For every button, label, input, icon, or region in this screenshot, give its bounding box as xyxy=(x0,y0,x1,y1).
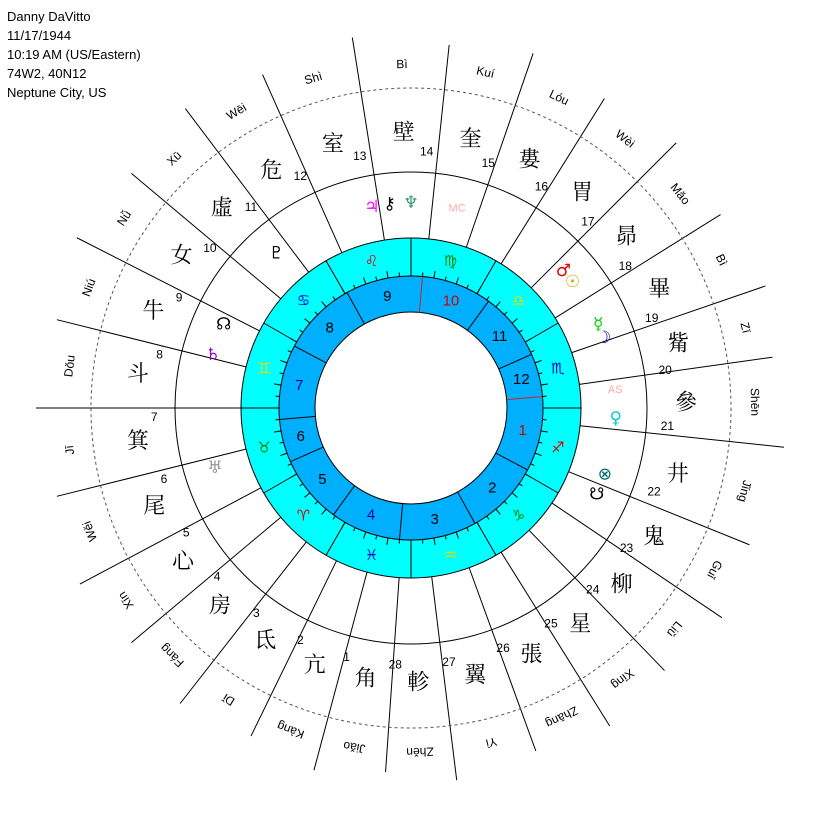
zodiac-sign-glyph: ♋ xyxy=(296,291,311,310)
house-number-label: 4 xyxy=(366,506,376,524)
mansion-divider-line xyxy=(131,517,280,642)
mansion-hanzi-label: 昴 xyxy=(615,224,638,250)
zodiac-sign-glyph: ♎ xyxy=(511,291,526,310)
mansion-number-label: 19 xyxy=(645,310,659,325)
mansion-number-label: 22 xyxy=(647,484,661,499)
planet-glyph-marker: ♀ xyxy=(609,408,622,429)
planet-glyph-marker: ♄ xyxy=(205,344,221,365)
mansion-number-label: 6 xyxy=(160,471,168,486)
mansion-hanzi-label: 翼 xyxy=(464,662,487,688)
mansion-number-label: 21 xyxy=(660,418,675,433)
mansion-pinyin-label: Niú xyxy=(79,276,99,299)
mansion-pinyin-label: Xū xyxy=(164,148,185,169)
mansion-number-label: 11 xyxy=(244,199,258,214)
planet-glyph-marker: ☉ xyxy=(564,271,581,292)
mansion-pinyin-label: Jī xyxy=(62,444,78,456)
birth-date: 11/17/1944 xyxy=(7,28,72,43)
planet-glyph-marker: ☊ xyxy=(216,314,232,335)
planet-glyph-marker: ♅ xyxy=(207,457,223,478)
mansion-pinyin-label: Wěi xyxy=(79,519,101,544)
mansion-hanzi-label: 虛 xyxy=(210,196,233,222)
zodiac-sign-glyph: ♌ xyxy=(364,252,379,271)
mansion-pinyin-label: Zhěn xyxy=(406,744,434,760)
mansion-number-label: 14 xyxy=(420,144,434,159)
mansion-number-label: 4 xyxy=(213,569,221,584)
mansion-number-label: 28 xyxy=(388,657,402,672)
mansion-pinyin-label: Lóu xyxy=(547,86,572,109)
mansion-hanzi-label: 鬼 xyxy=(642,524,665,550)
person-name: Danny DaVitto xyxy=(7,9,91,24)
mansion-pinyin-label: Bì xyxy=(396,56,408,72)
zodiac-sign-glyph: ♏ xyxy=(551,359,565,378)
planet-glyph-marker: ☽ xyxy=(596,327,612,348)
mansion-pinyin-label: Mǎo xyxy=(667,180,693,208)
mansion-pinyin-label: Zhāng xyxy=(543,703,581,731)
mansion-hanzi-label: 參 xyxy=(674,390,697,416)
mansion-hanzi-label: 室 xyxy=(321,131,344,157)
birth-coordinates: 74W2, 40N12 xyxy=(7,66,87,81)
house-number-label: 8 xyxy=(325,319,334,337)
mansion-hanzi-label: 斗 xyxy=(127,361,150,387)
mansion-number-label: 20 xyxy=(658,363,672,378)
mansion-hanzi-label: 星 xyxy=(569,612,592,638)
mansion-divider-line xyxy=(386,578,400,773)
planet-glyph-marker: ♆ xyxy=(403,193,419,213)
mansion-pinyin-label: Dǒu xyxy=(61,354,78,378)
mansion-pinyin-label: Wēi xyxy=(223,100,249,123)
mansion-hanzi-label: 觜 xyxy=(667,331,690,357)
zodiac-sign-glyph: ♓ xyxy=(364,545,379,564)
house-number-label: 12 xyxy=(513,370,530,388)
mansion-pinyin-label: Dǐ xyxy=(220,690,238,709)
mansion-divider-line xyxy=(531,143,676,288)
birth-place: Neptune City, US xyxy=(7,85,107,100)
mansion-divider-line xyxy=(180,542,306,704)
mansion-pinyin-label: Liǔ xyxy=(664,618,686,640)
mansion-hanzi-label: 奎 xyxy=(459,127,482,153)
mansion-number-label: 9 xyxy=(175,290,183,305)
mansion-pinyin-label: Fáng xyxy=(157,640,187,670)
mansion-divider-line xyxy=(80,488,261,584)
mansion-pinyin-label: Shēn xyxy=(747,387,763,417)
planet-glyph-marker: ♃ xyxy=(364,196,380,217)
mansion-number-label: 10 xyxy=(203,241,217,256)
mansion-pinyin-label: Guǐ xyxy=(704,557,726,582)
planet-glyph-marker: ⊗ xyxy=(597,464,612,485)
mansion-divider-line xyxy=(555,215,720,318)
zodiac-sign-glyph: ♉ xyxy=(257,438,271,457)
mansion-pinyin-label: Yì xyxy=(484,734,499,751)
house-number-label: 6 xyxy=(296,428,305,446)
mansion-pinyin-label: Jǐng xyxy=(735,478,755,504)
mansion-pinyin-label: Xīng xyxy=(608,665,637,693)
mansion-hanzi-label: 柳 xyxy=(610,572,633,598)
mansion-number-label: 25 xyxy=(544,616,558,631)
planet-glyph-marker: ☿ xyxy=(593,314,604,335)
mansion-number-label: 24 xyxy=(586,582,600,597)
mansion-hanzi-label: 井 xyxy=(666,462,689,488)
mansion-hanzi-label: 壁 xyxy=(392,120,415,146)
planet-glyph-marker: ♇ xyxy=(268,243,285,264)
mansion-pinyin-label: Nǚ xyxy=(114,207,135,229)
house-number-label: 7 xyxy=(295,376,304,394)
mansion-pinyin-label: Kàng xyxy=(274,718,307,742)
mansion-hanzi-label: 婁 xyxy=(518,147,541,173)
mansion-number-label: 13 xyxy=(353,149,367,164)
mansion-number-label: 15 xyxy=(481,155,495,170)
mansion-hanzi-label: 尾 xyxy=(143,494,166,520)
mansion-number-label: 3 xyxy=(252,606,260,621)
house-number-label: 5 xyxy=(318,471,327,489)
mansion-pinyin-label: Jiǎo xyxy=(342,738,367,757)
mansion-pinyin-label: Shì xyxy=(302,68,324,88)
mansion-hanzi-label: 角 xyxy=(354,666,377,692)
mansion-hanzi-label: 張 xyxy=(520,642,543,668)
house-number-label: 10 xyxy=(442,292,460,310)
mansion-number-label: 12 xyxy=(293,169,308,184)
mansion-number-label: 8 xyxy=(156,347,163,362)
mansion-divider-line xyxy=(580,426,784,447)
house-number-label: 3 xyxy=(430,511,439,529)
mansion-pinyin-label: Zī xyxy=(737,320,754,335)
mansion-number-label: 26 xyxy=(496,640,510,655)
mansion-number-label: 27 xyxy=(442,655,456,670)
mansion-hanzi-label: 房 xyxy=(208,593,231,619)
mansion-divider-line xyxy=(529,530,664,670)
mansion-number-label: 16 xyxy=(534,179,549,194)
mansion-pinyin-label: Wèi xyxy=(612,126,638,151)
mansion-hanzi-label: 危 xyxy=(260,158,283,184)
mansion-number-label: 1 xyxy=(343,649,350,664)
mansion-hanzi-label: 軫 xyxy=(407,670,430,696)
mansion-hanzi-label: 心 xyxy=(172,549,195,575)
house-number-label: 1 xyxy=(518,422,527,440)
mansion-pinyin-label: Kuí xyxy=(475,63,496,81)
planet-glyph-marker: MC xyxy=(448,202,466,215)
mansion-divider-line xyxy=(131,173,280,298)
mansion-hanzi-label: 胃 xyxy=(571,180,594,206)
birth-time: 10:19 AM (US/Eastern) xyxy=(7,47,141,62)
planet-glyph-marker: ☋ xyxy=(589,484,605,505)
zodiac-sign-glyph: ♊ xyxy=(257,359,271,378)
house-number-label: 9 xyxy=(383,287,392,305)
zodiac-sign-glyph: ♍ xyxy=(443,252,458,271)
mansion-hanzi-label: 氐 xyxy=(254,628,277,654)
planet-glyph-marker: ⚷ xyxy=(383,194,396,215)
house-number-label: 2 xyxy=(488,479,497,497)
mansion-divider-line xyxy=(429,45,449,239)
inner-circle xyxy=(315,312,507,504)
mansion-number-label: 5 xyxy=(182,525,190,540)
mansion-number-label: 23 xyxy=(619,540,634,555)
mansion-hanzi-label: 畢 xyxy=(648,277,671,303)
mansion-number-label: 17 xyxy=(581,214,595,229)
planet-glyph-marker: AS xyxy=(607,384,623,397)
mansion-pinyin-label: Bì xyxy=(712,251,731,269)
zodiac-sign-glyph: ♐ xyxy=(551,438,565,457)
mansion-divider-line xyxy=(432,577,457,780)
mansion-divider-line xyxy=(552,503,722,618)
mansion-hanzi-label: 箕 xyxy=(127,429,150,455)
zodiac-sign-glyph: ♑ xyxy=(511,506,526,525)
house-number-label: 11 xyxy=(491,327,508,345)
mansion-number-label: 2 xyxy=(297,632,304,647)
zodiac-sign-glyph: ♒ xyxy=(443,545,458,564)
mansion-pinyin-label: Xīn xyxy=(114,588,137,612)
mansion-hanzi-label: 牛 xyxy=(142,299,165,325)
zodiac-sign-glyph: ♈ xyxy=(296,506,311,525)
mansion-hanzi-label: 女 xyxy=(170,243,193,269)
mansion-divider-line xyxy=(77,238,260,331)
mansion-hanzi-label: 亢 xyxy=(303,653,326,679)
mansion-number-label: 7 xyxy=(150,409,158,424)
planet-glyph-marker: ♂ xyxy=(555,260,571,281)
mansion-divider-line xyxy=(579,357,772,384)
mansion-number-label: 18 xyxy=(618,259,632,274)
